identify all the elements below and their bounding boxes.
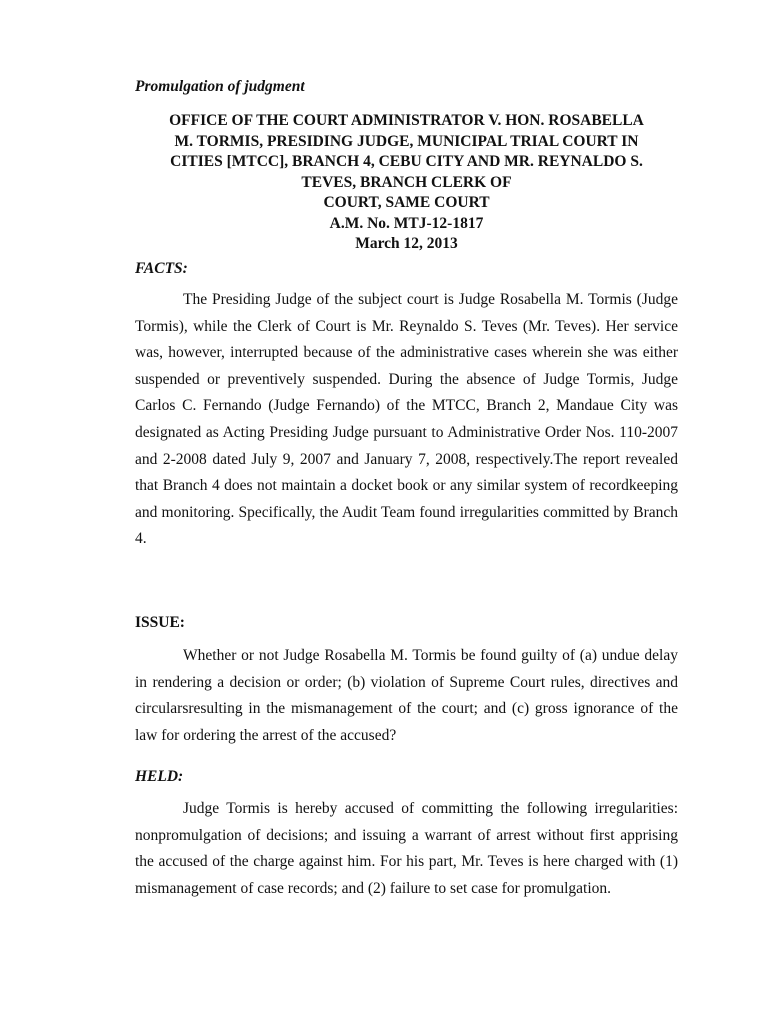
held-heading: HELD: bbox=[135, 768, 184, 785]
topic-title: Promulgation of judgment bbox=[135, 78, 305, 95]
issue-paragraph: Whether or not Judge Rosabella M. Tormis be found guilty of (a) undue delay in rendering a decision or order; (b) violation of Supreme Court rules, directives and circularsresulting in the mismanagement of the court; and (c) gross ignorance of the law for ordering the arrest of the accused? bbox=[135, 647, 678, 744]
case-number: A.M. No. MTJ-12-1817 bbox=[329, 214, 484, 232]
facts-paragraph: The Presiding Judge of the subject court is Judge Rosabella M. Tormis (Judge Tormis), while the Clerk of Court is Mr. Reynaldo S. Teves (Mr. Teves). Her service was, however, interrupted because of the administrative cases wherein she was either suspended or preventively suspended. During the absence of Judge Tormis, Judge Carlos C. Fernando (Judge Fernando) of the MTCC, Branch 2, Mandaue City was designated as Acting Presiding Judge pursuant to Administrative Order Nos. 110-2007 and 2-2008 dated July 9, 2007 and January 7, 2008, respectively.The report revealed that Branch 4 does not maintain a docket book or any similar system of recordkeeping and monitoring. Specifically, the Audit Team found irregularities committed by Branch 4. bbox=[135, 291, 678, 548]
caption-line: OFFICE OF THE COURT ADMINISTRATOR V. HON. ROSABELLA bbox=[169, 112, 644, 129]
issue-heading: ISSUE: bbox=[135, 614, 185, 631]
issue-section bbox=[135, 643, 678, 749]
held-paragraph: Judge Tormis is hereby accused of committing the following irregularities: nonpromulgation of decisions; and issuing a warrant of arrest without first apprising the accused of the charge against him. For his part, Mr. Teves is here charged with (1) mismanagement of case records; and (2) failure to set case for promulgation. bbox=[135, 800, 678, 897]
held-section bbox=[135, 796, 678, 902]
caption-line: COURT, SAME COURT bbox=[323, 194, 490, 211]
facts-heading: FACTS: bbox=[135, 260, 188, 277]
caption-line: TEVES, BRANCH CLERK OF bbox=[301, 173, 512, 191]
caption-line: CITIES [MTCC], BRANCH 4, CEBU CITY AND MR. REYNALDO S. bbox=[170, 153, 643, 170]
facts-section bbox=[135, 287, 678, 553]
case-caption bbox=[135, 111, 678, 255]
case-date: March 12, 2013 bbox=[355, 235, 458, 252]
caption-line: M. TORMIS, PRESIDING JUDGE, MUNICIPAL TRIAL COURT IN bbox=[174, 132, 639, 150]
